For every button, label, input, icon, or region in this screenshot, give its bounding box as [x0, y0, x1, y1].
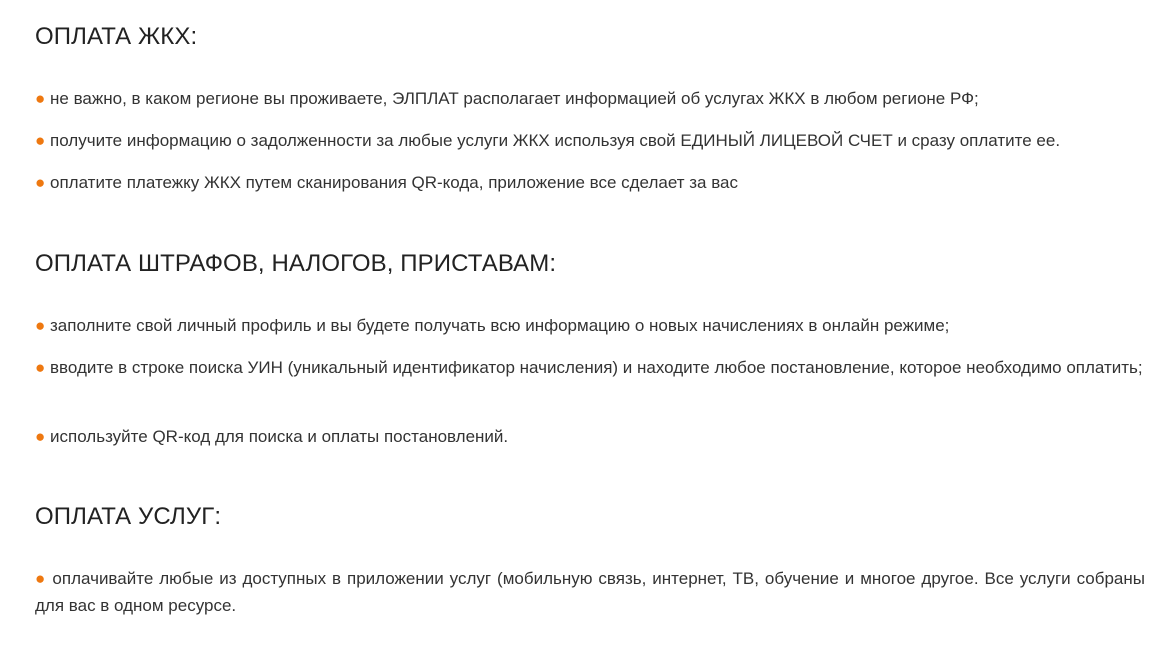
bullet-icon: ●: [35, 358, 46, 377]
bullet-icon: ●: [35, 131, 46, 150]
section-title-fines-taxes: ОПЛАТА ШТРАФОВ, НАЛОГОВ, ПРИСТАВАМ:: [35, 250, 557, 277]
list-item: [35, 423, 1145, 450]
list-item-text: используйте QR-код для поиска и оплаты постановлений.: [50, 427, 509, 446]
list-item: [35, 354, 1145, 381]
bullet-icon: ●: [35, 427, 46, 446]
list-item: [35, 85, 1145, 112]
list-item-text: вводите в строке поиска УИН (уникальный идентификатор начисления) и находите любое постановление, которое необходимо оплатить;: [50, 358, 1143, 377]
list-item-text: не важно, в каком регионе вы проживаете, ЭЛПЛАТ располагает информацией об услугах ЖКХ в любом регионе РФ;: [50, 89, 979, 108]
list-item: [35, 565, 1145, 619]
list-item-text: оплатите платежку ЖКХ путем сканирования QR-кода, приложение все сделает за вас: [50, 173, 738, 192]
section-title-utilities: ОПЛАТА ЖКХ:: [35, 23, 198, 50]
list-item: [35, 127, 1145, 154]
section-title-services: ОПЛАТА УСЛУГ:: [35, 503, 222, 530]
list-item-text: получите информацию о задолженности за любые услуги ЖКХ используя свой ЕДИНЫЙ ЛИЦЕВОЙ СЧЕТ и сразу оплатите ее.: [50, 131, 1061, 150]
bullet-icon: ●: [35, 569, 47, 588]
bullet-icon: ●: [35, 89, 46, 108]
list-item: [35, 169, 1145, 196]
list-item-text: заполните свой личный профиль и вы будете получать всю информацию о новых начислениях в онлайн режиме;: [50, 316, 950, 335]
bullet-icon: ●: [35, 173, 46, 192]
list-item-text: оплачивайте любые из доступных в приложении услуг (мобильную связь, интернет, ТВ, обучение и многое другое. Все услуги собраны для вас в одном ресурсе.: [35, 569, 1145, 615]
bullet-icon: ●: [35, 316, 46, 335]
list-item: [35, 312, 1145, 339]
